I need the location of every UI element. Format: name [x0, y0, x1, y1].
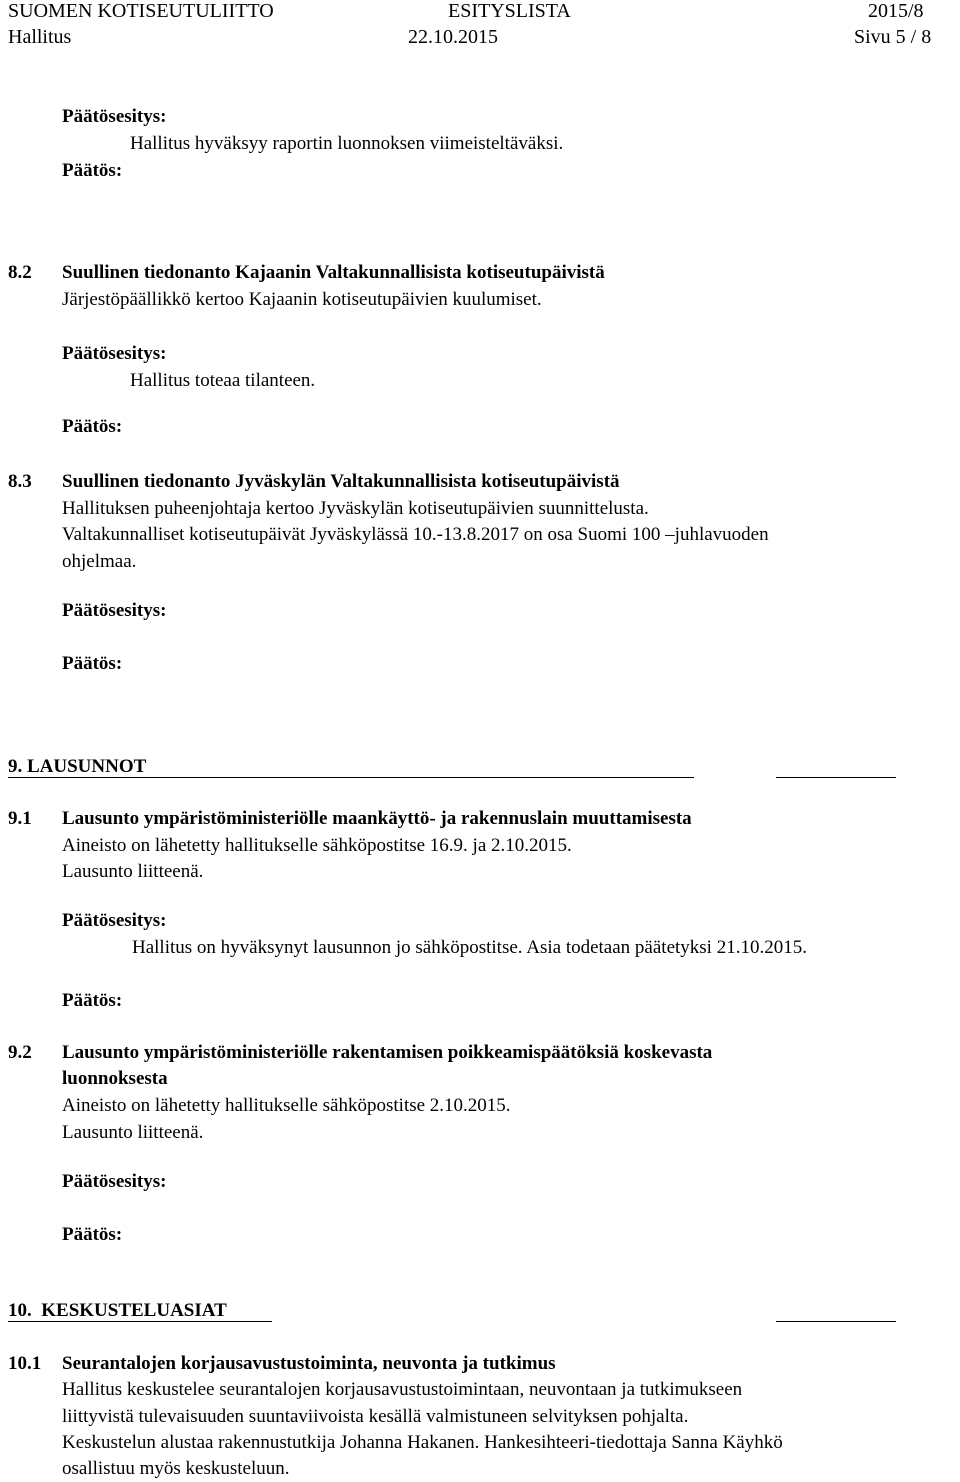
item-9-1-body-line1: Aineisto on lähetetty hallitukselle sähköpostitse 16.9. ja 2.10.2015. [62, 835, 572, 856]
item-8-1-proposal-text: Hallitus hyväksyy raportin luonnoksen viimeisteltäväksi. [130, 133, 564, 154]
proposal-label: Päätösesitys: [62, 910, 167, 931]
decision-label: Päätös: [62, 990, 123, 1011]
section-9-title: 9. LAUSUNNOT [8, 756, 147, 777]
item-8-3-title: Suullinen tiedonanto Jyväskylän Valtakunnallisista kotiseutupäivistä [62, 471, 620, 492]
decision-label: Päätös: [62, 653, 123, 674]
item-9-2-body-line1: Aineisto on lähetetty hallitukselle sähköpostitse 2.10.2015. [62, 1095, 511, 1116]
proposal-label: Päätösesitys: [62, 600, 167, 621]
item-8-3-body-line1: Hallituksen puheenjohtaja kertoo Jyväskylän kotiseutupäivien suunnittelusta. [62, 498, 649, 519]
header-body: Hallitus [8, 26, 72, 48]
item-8-2-proposal-text: Hallitus toteaa tilanteen. [130, 370, 316, 391]
decision-label: Päätös: [62, 160, 123, 181]
section-10-underline-right [776, 1321, 896, 1322]
decision-label: Päätös: [62, 416, 123, 437]
section-10-underline [8, 1321, 272, 1322]
item-9-1-proposal-text: Hallitus on hyväksynyt lausunnon jo sähköpostitse. Asia todetaan päätetyksi 21.10.2015. [132, 937, 807, 958]
item-10-1-title: Seurantalojen korjausavustustoiminta, neuvonta ja tutkimus [62, 1353, 556, 1374]
header-doc-type: ESITYSLISTA [448, 0, 571, 22]
proposal-label: Päätösesitys: [62, 343, 167, 364]
item-9-2-body-line2: Lausunto liitteenä. [62, 1122, 204, 1143]
header-date: 22.10.2015 [408, 26, 498, 48]
item-8-2-number: 8.2 [8, 262, 32, 283]
proposal-label: Päätösesitys: [62, 106, 167, 127]
item-10-1-body-line2: liittyvistä tulevaisuuden suuntaviivoista kesällä valmistuneen selvityksen pohjalta. [62, 1406, 689, 1427]
item-8-2-body: Järjestöpäällikkö kertoo Kajaanin kotiseutupäivien kuulumiset. [62, 289, 542, 310]
header-page-number: Sivu 5 / 8 [854, 26, 932, 48]
item-9-1-title: Lausunto ympäristöministeriölle maankäyttö- ja rakennuslain muuttamisesta [62, 808, 692, 829]
item-9-2-number: 9.2 [8, 1042, 32, 1063]
header-doc-number: 2015/8 [868, 0, 924, 22]
section-10-title: 10. KESKUSTELUASIAT [8, 1300, 227, 1321]
item-10-1-body-line3: Keskustelun alustaa rakennustutkija Johanna Hakanen. Hankesihteeri-tiedottaja Sanna Käyhkö [62, 1432, 783, 1453]
item-10-1-number: 10.1 [8, 1353, 42, 1374]
header-org: SUOMEN KOTISEUTULIITTO [8, 0, 274, 22]
proposal-label: Päätösesitys: [62, 1171, 167, 1192]
item-9-2-title-line2: luonnoksesta [62, 1068, 168, 1089]
item-8-3-number: 8.3 [8, 471, 32, 492]
item-9-1-body-line2: Lausunto liitteenä. [62, 861, 204, 882]
item-8-2-title: Suullinen tiedonanto Kajaanin Valtakunnallisista kotiseutupäivistä [62, 262, 605, 283]
item-10-1-body-line1: Hallitus keskustelee seurantalojen korjausavustustoimintaan, neuvontaan ja tutkimukseen [62, 1379, 743, 1400]
item-9-1-number: 9.1 [8, 808, 32, 829]
section-9-underline-right [776, 777, 896, 778]
section-9-underline [8, 777, 694, 778]
item-10-1-body-line4: osallistuu myös keskusteluun. [62, 1458, 290, 1479]
decision-label: Päätös: [62, 1224, 123, 1245]
item-8-3-body-line3: ohjelmaa. [62, 551, 137, 572]
item-8-3-body-line2: Valtakunnalliset kotiseutupäivät Jyväskylässä 10.-13.8.2017 on osa Suomi 100 –juhlavuoden [62, 524, 769, 545]
item-9-2-title-line1: Lausunto ympäristöministeriölle rakentamisen poikkeamispäätöksiä koskevasta [62, 1042, 713, 1063]
